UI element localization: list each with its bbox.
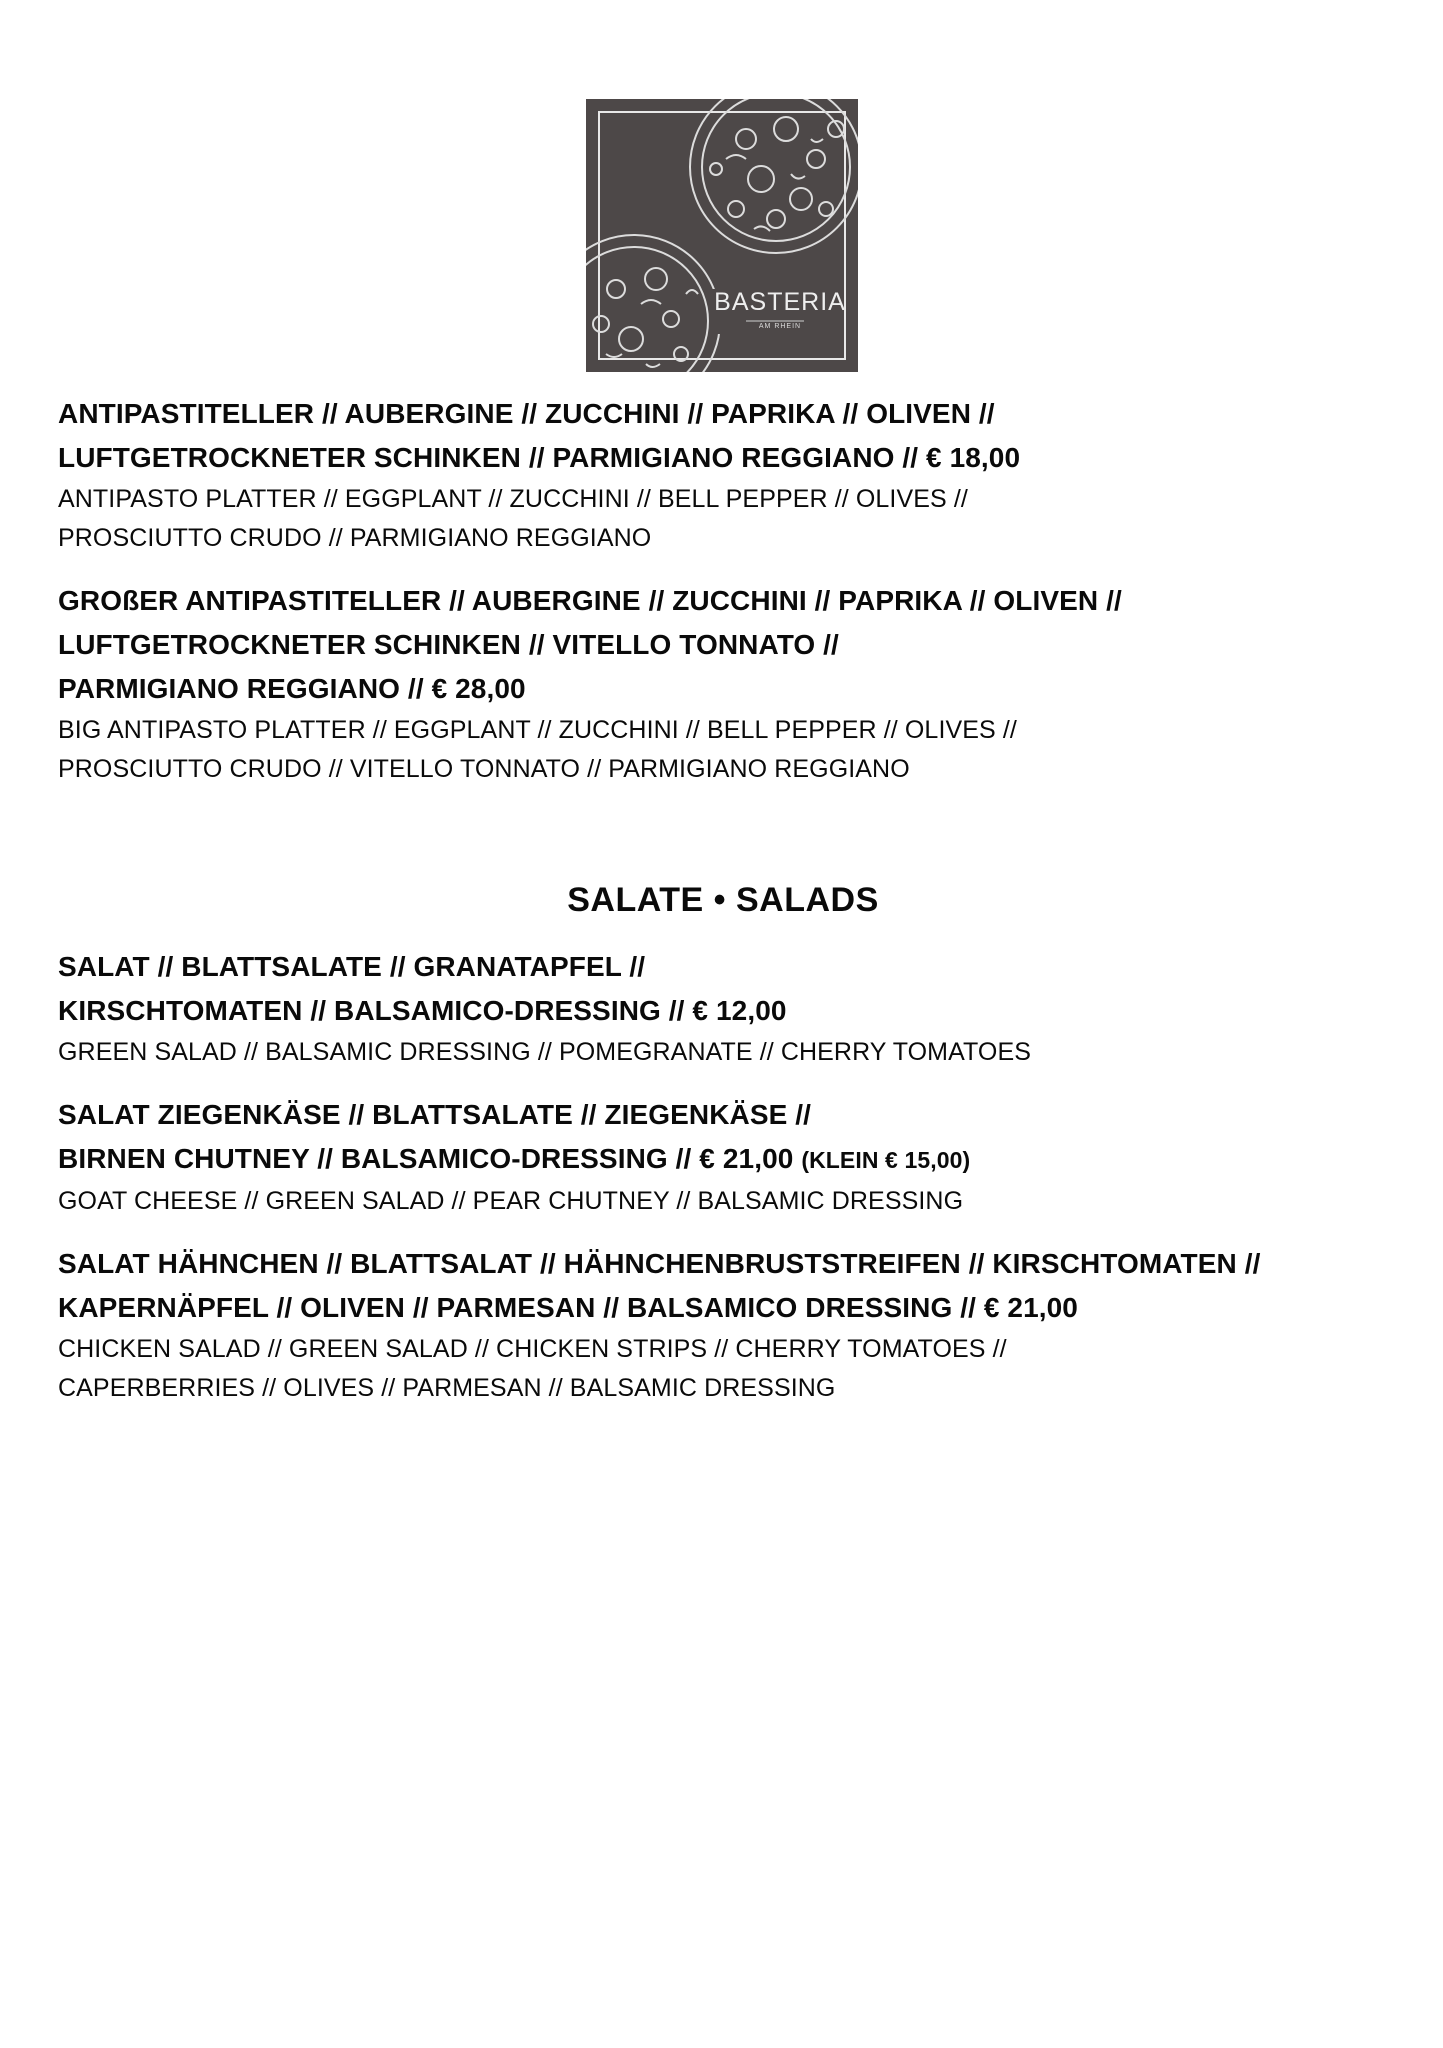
- title-line: PARMIGIANO REGGIANO // € 28,00: [58, 673, 526, 704]
- description-line: CAPERBERRIES // OLIVES // PARMESAN // BALSAMIC DRESSING: [58, 1374, 836, 1402]
- item-description-en: [58, 1033, 1388, 1072]
- title-line: SALAT // BLATTSALATE // GRANATAPFEL //: [58, 951, 646, 982]
- title-line: KAPERNÄPFEL // OLIVEN // PARMESAN // BALSAMICO DRESSING // € 21,00: [58, 1292, 1078, 1323]
- item-description-en: [58, 480, 1388, 558]
- description-line: BIG ANTIPASTO PLATTER // EGGPLANT // ZUCCHINI // BELL PEPPER // OLIVES //: [58, 716, 1017, 744]
- menu-item-salat-ziegenkaese: [58, 1093, 1388, 1221]
- item-title-de: [58, 579, 1388, 711]
- title-line: GROßER ANTIPASTITELLER // AUBERGINE // ZUCCHINI // PAPRIKA // OLIVEN //: [58, 585, 1122, 616]
- section-title-salads: SALATE • SALADS: [567, 881, 879, 919]
- item-description-en: [58, 711, 1388, 789]
- title-line: LUFTGETROCKNETER SCHINKEN // PARMIGIANO REGGIANO // € 18,00: [58, 442, 1021, 473]
- title-line: SALAT ZIEGENKÄSE // BLATTSALATE // ZIEGENKÄSE //: [58, 1099, 812, 1130]
- description-line: PROSCIUTTO CRUDO // VITELLO TONNATO // PARMIGIANO REGGIANO: [58, 755, 910, 783]
- title-line: ANTIPASTITELLER // AUBERGINE // ZUCCHINI // PAPRIKA // OLIVEN //: [58, 398, 995, 429]
- title-line: KIRSCHTOMATEN // BALSAMICO-DRESSING // € 12,00: [58, 995, 787, 1026]
- item-title-de: [58, 1242, 1388, 1330]
- description-line: CHICKEN SALAD // GREEN SALAD // CHICKEN STRIPS // CHERRY TOMATOES //: [58, 1335, 1007, 1363]
- pizza-illustration-icon: [586, 99, 858, 372]
- title-line: LUFTGETROCKNETER SCHINKEN // VITELLO TONNATO //: [58, 629, 839, 660]
- menu-item-salat: [58, 945, 1388, 1072]
- basteria-logo: [586, 99, 858, 372]
- description-line: ANTIPASTO PLATTER // EGGPLANT // ZUCCHINI // BELL PEPPER // OLIVES //: [58, 485, 968, 513]
- item-description-en: [58, 1182, 1388, 1221]
- menu-item-grosser-antipastiteller: [58, 579, 1388, 789]
- menu-item-antipastiteller: [58, 392, 1388, 558]
- item-title-de: [58, 1093, 1388, 1182]
- brand-name: BASTERIA: [714, 288, 846, 316]
- menu-item-salat-haehnchen: [58, 1242, 1388, 1408]
- item-description-en: [58, 1330, 1388, 1408]
- item-title-de: [58, 945, 1388, 1033]
- title-line-with-note: [58, 1137, 1388, 1182]
- menu-content: [58, 392, 1388, 1429]
- title-text: BIRNEN CHUTNEY // BALSAMICO-DRESSING // € 21,00: [58, 1143, 794, 1174]
- item-title-de: [58, 392, 1388, 480]
- description-line: PROSCIUTTO CRUDO // PARMIGIANO REGGIANO: [58, 524, 652, 552]
- description-line: GOAT CHEESE // GREEN SALAD // PEAR CHUTNEY // BALSAMIC DRESSING: [58, 1187, 964, 1215]
- brand-subtitle: AM RHEIN: [758, 323, 802, 330]
- title-line: SALAT HÄHNCHEN // BLATTSALAT // HÄHNCHENBRUSTSTREIFEN // KIRSCHTOMATEN //: [58, 1248, 1261, 1279]
- small-portion-note: (KLEIN € 15,00): [801, 1147, 971, 1173]
- description-line: GREEN SALAD // BALSAMIC DRESSING // POMEGRANATE // CHERRY TOMATOES: [58, 1038, 1032, 1066]
